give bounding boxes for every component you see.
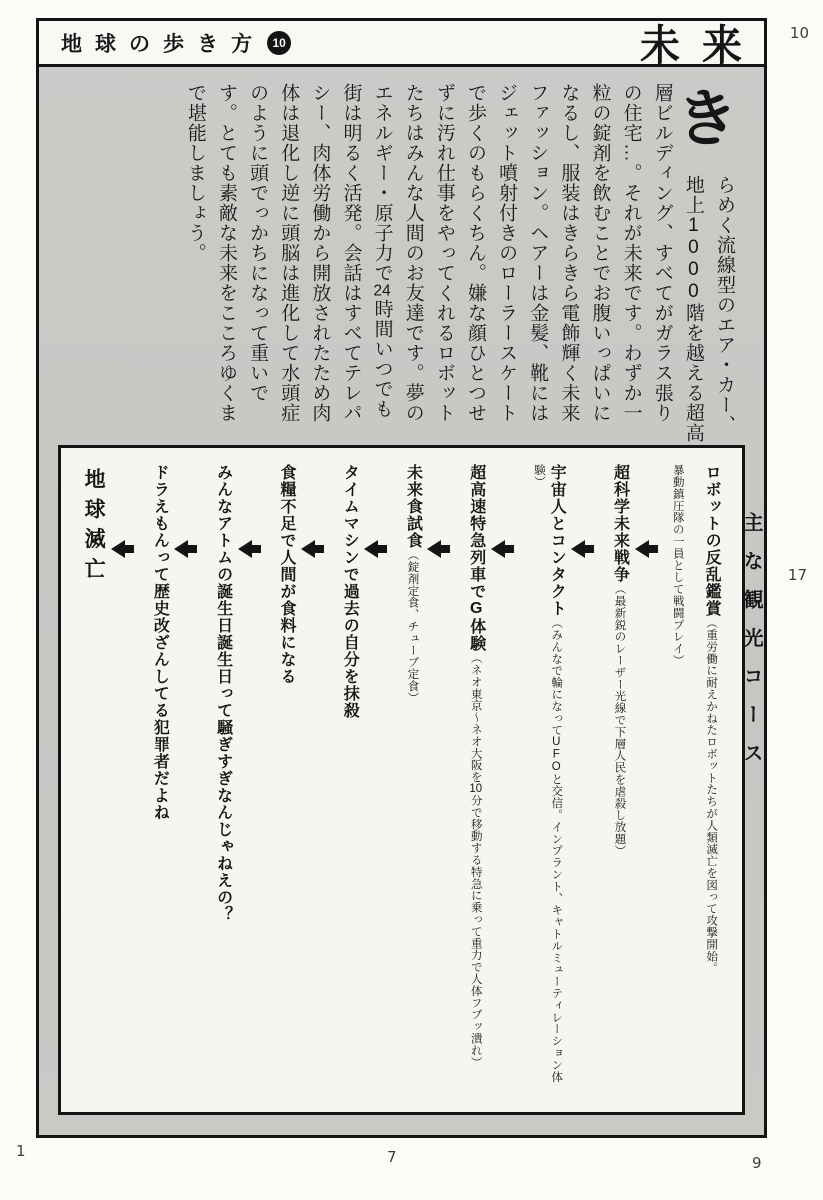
intro-drop-cap: き: [675, 85, 738, 154]
left-arrow-icon: [238, 540, 261, 558]
course-item-column: [404, 464, 421, 1100]
intro-column: 体は退化し逆に頭脳は進化して水頭症: [278, 83, 300, 423]
text-segment: UFO: [550, 736, 563, 774]
flow-left-arrow-icon: [107, 464, 135, 1100]
course-item-column: [214, 464, 231, 1100]
course-item-column: [670, 464, 687, 1100]
page-frame: [36, 18, 767, 1138]
issue-number-badge: 10: [267, 31, 291, 55]
flow-left-arrow-icon: [567, 464, 595, 1100]
page-number-bottom-right: 9: [752, 1154, 762, 1172]
flow-left-arrow-icon: [487, 464, 515, 1100]
course-item-column: [341, 464, 358, 1100]
course-flow: [71, 464, 770, 1100]
left-arrow-icon: [364, 540, 387, 558]
text-segment: G: [467, 600, 485, 618]
left-arrow-icon: [427, 540, 450, 558]
course-item-column: [611, 464, 628, 1100]
page-header: [39, 21, 764, 70]
text-segment: 未来食試食: [404, 464, 422, 549]
left-arrow-icon: [491, 540, 514, 558]
intro-column: 粒の錠剤を飲むことでお腹いっぱいに: [589, 83, 611, 423]
intro-column: ジェット噴射付きのローラースケート: [496, 83, 518, 423]
text-segment: （錠剤定食、チューブ定食）: [406, 549, 419, 704]
text-segment: 分で移動する特急に乗って重力で人体フブッ潰れ）: [469, 794, 482, 1069]
intro-column: ずに汚れ仕事をやってくれるロボット: [433, 83, 455, 423]
series-title-group: [61, 28, 291, 58]
text-segment: 24: [373, 283, 391, 299]
left-arrow-icon: [174, 540, 197, 558]
intro-column: たちはみんな人間のお友達です。夢の: [402, 83, 424, 423]
text-segment: 暴動鎮圧隊の一員として戦闘プレイ）: [671, 464, 684, 667]
left-arrow-icon: [301, 540, 324, 558]
intro-columns: [174, 83, 734, 443]
flow-left-arrow-icon: [170, 464, 198, 1100]
flow-left-arrow-icon: [631, 464, 659, 1100]
intro-column: のように頭でっかちになって重いで: [247, 83, 269, 403]
intro-column: 層ビルディング、すべてがガラス張り: [651, 83, 673, 423]
intro-column: エネルギー・原子力で24時間いつでも: [371, 83, 393, 419]
intro-column: なるし、服装はきらきら電飾輝く未来: [558, 83, 580, 423]
text-segment: （ネオ東京～ネオ大阪を: [469, 652, 482, 783]
course-item-column: [531, 464, 566, 1100]
course-item-column: [278, 464, 295, 1100]
page-number-bottom-left: 1: [16, 1142, 26, 1160]
page-title: 未来: [640, 23, 764, 70]
intro-column: で歩くのもらくちん。嫌な顔ひとつせ: [465, 83, 486, 423]
intro-column: で堪能しましょう。: [184, 83, 206, 263]
text-segment: 超高速特急列車で: [467, 464, 485, 600]
text-segment: みんなアトムの誕生日誕生日って騒ぎすぎなんじゃねえの？: [214, 464, 232, 923]
text-segment: 1000: [682, 215, 704, 303]
page-number-bottom-center: 7: [387, 1148, 397, 1166]
text-segment: （みんなで輪になって: [550, 617, 563, 736]
intro-column: 街は明るく活発。会話はすべてテレパ: [340, 83, 362, 423]
flow-left-arrow-icon: [423, 464, 451, 1100]
left-arrow-icon: [111, 540, 134, 558]
intro-column: ファッション。ヘアーは金髪、靴には: [527, 83, 549, 423]
intro-text-block: [174, 83, 738, 443]
text-segment: と交信。インプラント、キャトルミューティレーション体験）: [533, 464, 563, 1083]
series-title: 地球の歩き方: [61, 32, 266, 56]
intro-column: す。とても素敵な未来をこころゆくま: [216, 83, 237, 423]
course-item-column: [703, 464, 720, 1100]
course-box: [58, 445, 763, 1115]
page-number-middle-right: 17: [787, 566, 807, 584]
flow-left-arrow-icon: [297, 464, 325, 1100]
text-segment: 超科学未来戦争: [611, 464, 629, 583]
text-segment: 体験: [467, 618, 485, 652]
course-item-column: [151, 464, 168, 1100]
intro-column: らめく流線型のエア・カー、: [714, 175, 735, 435]
course-title: 主な観光コース: [740, 512, 763, 781]
intro-column: の住宅…。それが未来です。わずか一: [620, 83, 642, 423]
text-segment: ドラえもんって歴史改ざんしてる犯罪者だよね: [151, 464, 169, 821]
left-arrow-icon: [635, 540, 658, 558]
text-segment: （最新鋭のレーザー光線で下層人民を虐殺し放題）: [613, 583, 626, 857]
course-item-column: [467, 464, 484, 1100]
text-segment: ロボットの反乱鑑賞: [703, 464, 721, 617]
text-segment: タイムマシンで過去の自分を抹殺: [341, 464, 359, 719]
text-segment: 食糧不足で人間が食料になる: [277, 464, 295, 685]
text-segment: 10: [469, 782, 483, 795]
left-arrow-icon: [571, 540, 594, 558]
text-segment: 宇宙人とコンタクト: [548, 464, 566, 617]
page-number-top-right: 10: [789, 24, 809, 42]
text-segment: （重労働に耐えかねたロボットたちが人類滅亡を図って攻撃開始。: [705, 617, 718, 974]
flow-left-arrow-icon: [360, 464, 388, 1100]
course-destination: 地球滅亡: [82, 468, 106, 588]
intro-column: シー、肉体労働から開放されたため肉: [309, 83, 331, 423]
flow-left-arrow-icon: [234, 464, 262, 1100]
intro-column: 地上1000階を越える超高: [682, 175, 704, 443]
